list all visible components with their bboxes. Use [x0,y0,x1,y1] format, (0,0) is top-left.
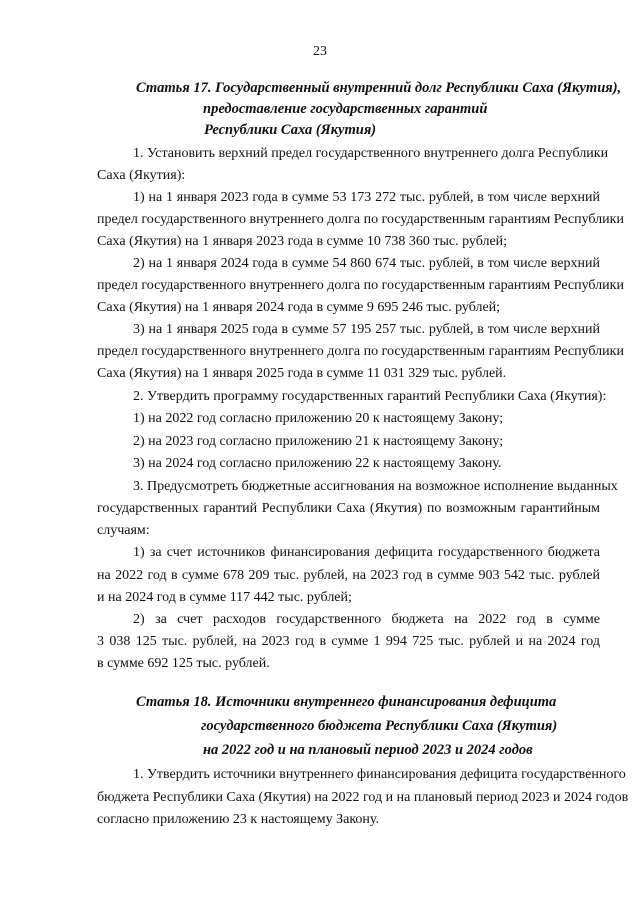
page-number: 23 [313,44,327,59]
article-17-line: 3 038 125 тыс. рублей, на 2023 год в сумме 1 994 725 тыс. рублей и на 2024 год [97,634,600,649]
article-17-line: предел государственного внутреннего долга по государственным гарантиям Республики [97,278,624,293]
article-17-line: и на 2024 год в сумме 117 442 тыс. рублей; [97,590,352,605]
article-17-line: предел государственного внутреннего долга по государственным гарантиям Республики [97,344,624,359]
article-17-line: 1) за счет источников финансирования дефицита государственного бюджета [133,545,600,560]
article-17-line: 2. Утвердить программу государственных гарантий Республики Саха (Якутия): [133,389,607,404]
article-17-line: на 2022 год в сумме 678 209 тыс. рублей, на 2023 год в сумме 903 542 тыс. рублей [97,568,600,583]
article-17-line: государственных гарантий Республики Саха (Якутия) по возможным гарантийным [97,501,600,516]
article-17-heading-line-1: Статья 17. Государственный внутренний долг Республики Саха (Якутия), [136,80,622,96]
article-17-line: 2) за счет расходов государственного бюджета на 2022 год в сумме [133,612,600,627]
article-18-heading-line-3: на 2022 год и на плановый период 2023 и 2024 годов [203,742,533,758]
article-17-line: 1. Установить верхний предел государственного внутреннего долга Республики [133,146,609,161]
article-17-line: Саха (Якутия) на 1 января 2025 года в сумме 11 031 329 тыс. рублей. [97,366,507,381]
article-17-line: в сумме 692 125 тыс. рублей. [97,656,270,671]
article-17-heading-line-2: предоставление государственных гарантий [203,101,488,117]
article-17-line: 3. Предусмотреть бюджетные ассигнования на возможное исполнение выданных [133,479,618,494]
article-17-line: 1) на 2022 год согласно приложению 20 к настоящему Закону; [133,411,504,426]
article-18-heading-line-2: государственного бюджета Республики Саха (Якутия) [201,718,558,734]
article-17-line: Саха (Якутия) на 1 января 2023 года в сумме 10 738 360 тыс. рублей; [97,234,508,249]
article-17-line: Саха (Якутия) на 1 января 2024 года в сумме 9 695 246 тыс. рублей; [97,300,501,315]
article-18-heading-line-1: Статья 18. Источники внутреннего финансирования дефицита [136,694,557,710]
article-18-line: 1. Утвердить источники внутреннего финансирования дефицита государственного [133,767,626,782]
article-17-line: 3) на 2024 год согласно приложению 22 к настоящему Закону. [133,456,502,471]
article-18-line: бюджета Республики Саха (Якутия) на 2022 год и на плановый период 2023 и 2024 годов [97,790,629,805]
article-17-heading-line-3: Республики Саха (Якутия) [204,122,377,138]
article-17-line: 3) на 1 января 2025 года в сумме 57 195 257 тыс. рублей, в том числе верхний [133,322,600,337]
article-17-line: 2) на 2023 год согласно приложению 21 к настоящему Закону; [133,434,504,449]
article-17-line: предел государственного внутреннего долга по государственным гарантиям Республики [97,212,624,227]
article-17-line: Саха (Якутия): [97,168,186,183]
article-17-line: 1) на 1 января 2023 года в сумме 53 173 272 тыс. рублей, в том числе верхний [133,190,600,205]
article-17-line: 2) на 1 января 2024 года в сумме 54 860 674 тыс. рублей, в том числе верхний [133,256,600,271]
article-17-line: случаям: [97,523,150,538]
article-18-line: согласно приложению 23 к настоящему Закону. [97,812,380,827]
